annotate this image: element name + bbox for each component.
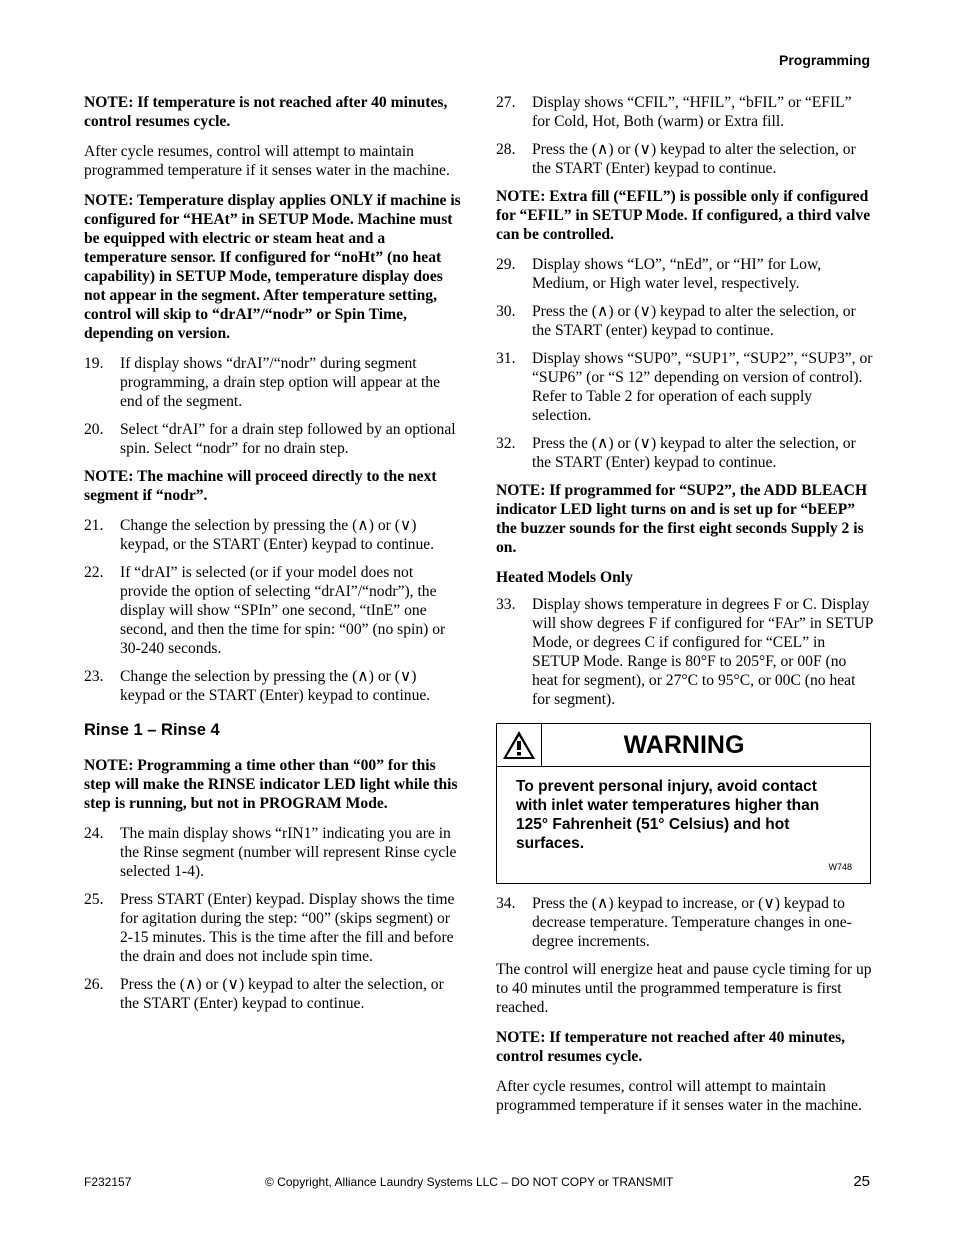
step-21: 21. Change the selection by pressing the (∧) or (∨) keypad, or the START (Enter) keypad to continue. [84, 517, 435, 553]
heading-rinse: Rinse 1 – Rinse 4 [84, 721, 220, 739]
warning-header [497, 724, 870, 767]
step-24: 24. The main display shows “rIN1” indicating you are in the Rinse segment (number will represent Rinse cycle selected 1-4). [84, 825, 457, 880]
step-33: 33. Display shows temperature in degrees F or C. Display will show degrees F if configured for “FAr” in SETUP Mode, or degrees C if configured for “CEL” in SETUP Mode. Range is 80°F to 205°F, or 00F (no heat for segment), or 27°C to 95°C, or 00C (no heat for segment). [496, 596, 873, 708]
warning-body [497, 767, 870, 883]
step-19: 19. If display shows “drAI”/“nodr” during segment programming, a drain step option will appear at the end of the segment. [84, 355, 441, 410]
step-34: 34. Press the (∧) keypad to increase, or (∨) keypad to decrease temperature. Temperature changes in one-degree increments. [496, 895, 852, 950]
step-29: 29. Display shows “LO”, “nEd”, or “HI” for Low, Medium, or High water level, respectively. [496, 256, 822, 292]
document-number: F232157 [84, 1175, 132, 1189]
step-26: 26. Press the (∧) or (∨) keypad to alter the selection, or the START (Enter) keypad to continue. [84, 976, 444, 1012]
warning-box [496, 723, 871, 884]
warning-title: WARNING [623, 731, 745, 759]
warning-triangle-icon [497, 724, 542, 766]
step-31: 31. Display shows “SUP0”, “SUP1”, “SUP2”, “SUP3”, or “SUP6” (or “S 12” depending on version of control). Refer to Table 2 for operation of each supply selection. [496, 350, 873, 424]
paragraph-after-resume: After cycle resumes, control will attempt to maintain programmed temperature if it senses water in the machine. [496, 1078, 862, 1114]
section-header: Programming [778, 52, 870, 68]
right-column [496, 93, 873, 1126]
note-extra-fill: NOTE: Extra fill (“EFIL”) is possible only if configured for “EFIL” in SETUP Mode. If configured, a third valve can be controlled. [496, 188, 871, 243]
paragraph-maintain-temperature: After cycle resumes, control will attempt to maintain programmed temperature if it senses water in the machine. [84, 143, 450, 179]
note-nodr: NOTE: The machine will proceed directly to the next segment if “nodr”. [84, 468, 437, 504]
note-rinse-led: NOTE: Programming a time other than “00” for this step will make the RINSE indicator LED light while this step is running, but not in PROGRAM Mode. [84, 757, 458, 812]
step-23: 23. Change the selection by pressing the (∧) or (∨) keypad or the START (Enter) keypad to continue. [84, 668, 431, 704]
note-temperature-display: NOTE: Temperature display applies ONLY if machine is configured for “HEAt” in SETUP Mode. Machine must be equipped with electric or steam heat and a temperature sensor. If configured for “noHt” (no heat capability) in SETUP Mode, temperature display does not appear in the segment. After temperature setting, control will skip to “drAI”/“nodr” or Spin Time, depending on version. [84, 192, 461, 342]
page-number: 25 [853, 1173, 870, 1190]
note-temperature-timeout: NOTE: If temperature is not reached after 40 minutes, control resumes cycle. [84, 94, 448, 130]
step-20: 20. Select “drAI” for a drain step followed by an optional spin. Select “nodr” for no drain step. [84, 421, 456, 457]
step-27: 27. Display shows “CFIL”, “HFIL”, “bFIL” or “EFIL” for Cold, Hot, Both (warm) or Extra fill. [496, 94, 852, 130]
note-temperature-not-reached: NOTE: If temperature not reached after 40 minutes, control resumes cycle. [496, 1029, 846, 1065]
step-32: 32. Press the (∧) or (∨) keypad to alter the selection, or the START (Enter) keypad to continue. [496, 435, 856, 471]
note-sup2-bleach: NOTE: If programmed for “SUP2”, the ADD BLEACH indicator LED light turns on and is set up for “bEEP” the buzzer sounds for the first eight seconds Supply 2 is on. [496, 482, 868, 556]
paragraph-heat-pause: The control will energize heat and pause cycle timing for up to 40 minutes until the programmed temperature is first reached. [496, 961, 872, 1016]
copyright-notice: © Copyright, Alliance Laundry Systems LLC – DO NOT COPY or TRANSMIT [265, 1175, 674, 1189]
step-25: 25. Press START (Enter) keypad. Display shows the time for agitation during the step: “00” (skips segment) or 2-15 minutes. This is the time after the fill and before the drain and does not include spin time. [84, 891, 455, 965]
step-28: 28. Press the (∧) or (∨) keypad to alter the selection, or the START (Enter) keypad to continue. [496, 141, 856, 177]
left-column [84, 93, 461, 1022]
step-22: 22. If “drAI” is selected (or if your model does not provide the option of selecting “drAI”/“nodr”), the display will show “SPIn” one second, “tInE” one second, and then the time for spin: “00” (no spin) or 30-240 seconds. [84, 564, 446, 657]
subheading-heated-models: Heated Models Only [496, 569, 633, 586]
step-30: 30. Press the (∧) or (∨) keypad to alter the selection, or the START (enter) keypad to continue. [496, 303, 856, 339]
warning-text: To prevent personal injury, avoid contact with inlet water temperatures higher than 125° Fahrenheit (51° Celsius) and hot surfaces. [516, 778, 820, 852]
warning-code: W748 [828, 862, 852, 872]
